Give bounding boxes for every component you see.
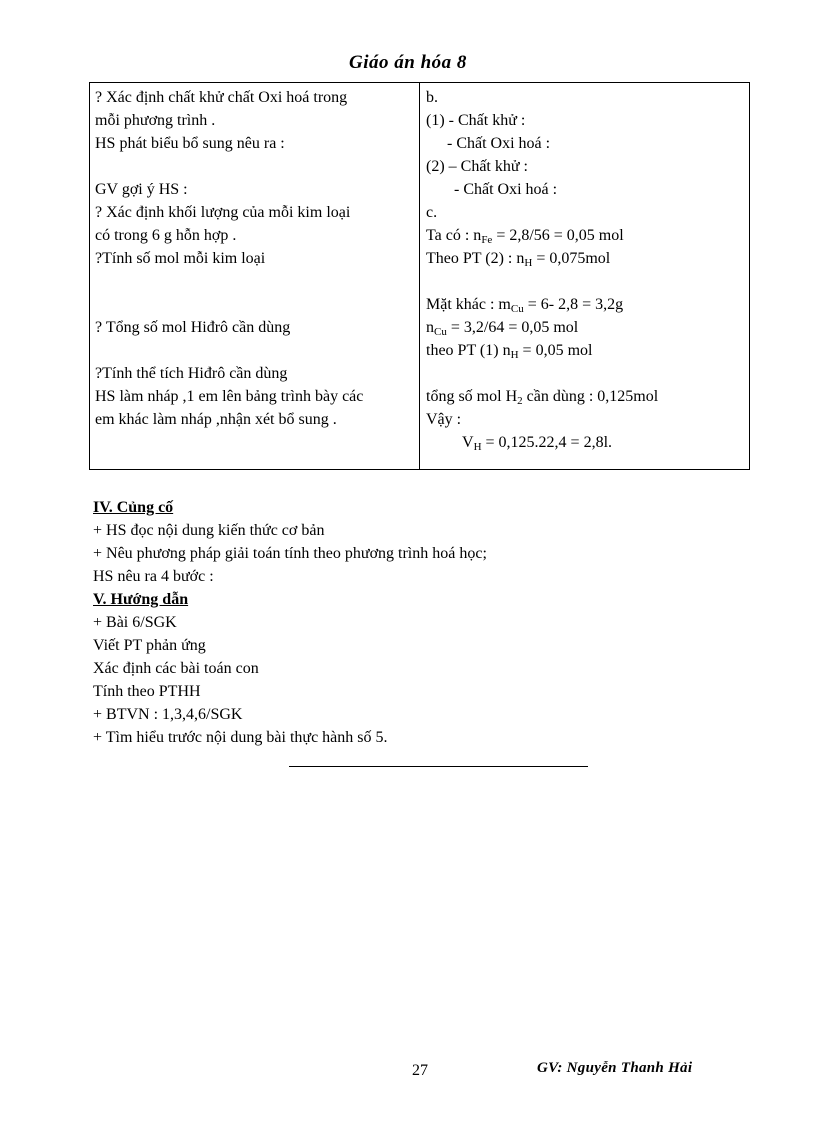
section-5-line: + Tìm hiểu trước nội dung bài thực hành số 5. bbox=[93, 729, 388, 746]
section-5-line: Xác định các bài toán con bbox=[93, 660, 259, 677]
left-line: em khác làm nháp ,nhận xét bổ sung . bbox=[95, 411, 337, 428]
review-and-guidance-section bbox=[93, 496, 487, 749]
left-line: mỗi phương trình . bbox=[95, 112, 216, 129]
part-c-label: c. bbox=[426, 204, 438, 221]
section-5-line: + Bài 6/SGK bbox=[93, 614, 177, 631]
section-5-line: Tính theo PTHH bbox=[93, 683, 201, 700]
end-separator-line bbox=[289, 766, 588, 767]
moles-fe-line: Ta có : $n_{Fe} = 2,8/56 = 0,05$ mol bbox=[426, 227, 624, 246]
left-line: ?Tính số mol mỗi kim loại bbox=[95, 250, 266, 267]
part-b-label: b. bbox=[426, 89, 438, 106]
total-h2-line: tổng số mol $H_2$ cần dùng : 0,125mol bbox=[426, 388, 659, 407]
left-line: ?Tính thể tích Hiđrô cần dùng bbox=[95, 365, 288, 382]
left-line: GV gợi ý HS : bbox=[95, 181, 188, 198]
moles-h-pt2-line: Theo PT (2) : $n_H = 0,075mol$ bbox=[426, 250, 611, 269]
footer-author: GV: Nguyễn Thanh Hải bbox=[537, 1060, 693, 1076]
mass-cu-line: Mặt khác : $m_{Cu} = 6-$ 2,8 = 3,2g bbox=[426, 296, 624, 315]
left-line: ? Tổng số mol Hiđrô cần dùng bbox=[95, 319, 291, 336]
reducing-agent-1: (1) - Chất khử : bbox=[426, 112, 526, 129]
page-header-title: Giáo án hóa 8 bbox=[349, 52, 467, 73]
section-4-line: + HS đọc nội dung kiến thức cơ bản bbox=[93, 522, 325, 539]
page-number: 27 bbox=[412, 1062, 428, 1079]
teacher-student-activity-column bbox=[95, 86, 417, 431]
section-4-title: IV. Củng cố bbox=[93, 499, 174, 516]
moles-h-pt1-line: theo PT (1) $n_H = 0,05$ mol bbox=[426, 342, 593, 361]
table-column-divider bbox=[419, 83, 420, 469]
section-5-line: + BTVN : 1,3,4,6/SGK bbox=[93, 706, 243, 723]
left-line: ? Xác định chất khử chất Oxi hoá trong bbox=[95, 89, 348, 106]
conclusion-label: Vậy : bbox=[426, 411, 462, 428]
reducing-agent-2: (2) – Chất khử : bbox=[426, 158, 528, 175]
oxidizing-agent-2: - Chất Oxi hoá : bbox=[454, 181, 558, 198]
volume-h-line: $V_H = 0,125.22,4 = 2,8l$. bbox=[462, 434, 613, 453]
section-4-line: HS nêu ra 4 bước : bbox=[93, 568, 214, 585]
oxidizing-agent-1: - Chất Oxi hoá : bbox=[447, 135, 551, 152]
lesson-table bbox=[89, 82, 750, 470]
left-line: HS phát biểu bổ sung nêu ra : bbox=[95, 135, 285, 152]
left-line: ? Xác định khối lượng của mỗi kim loại bbox=[95, 204, 351, 221]
content-column bbox=[426, 86, 746, 454]
section-4-line: + Nêu phương pháp giải toán tính theo phương trình hoá học; bbox=[93, 545, 487, 562]
section-5-line: Viết PT phản ứng bbox=[93, 637, 206, 654]
left-line: có trong 6 g hỗn hợp . bbox=[95, 227, 237, 244]
moles-cu-line: $n_{Cu} = 3,2/64 = 0,05$ mol bbox=[426, 319, 579, 338]
left-line: HS làm nháp ,1 em lên bảng trình bày các bbox=[95, 388, 364, 405]
section-5-title: V. Hướng dẫn bbox=[93, 591, 189, 608]
